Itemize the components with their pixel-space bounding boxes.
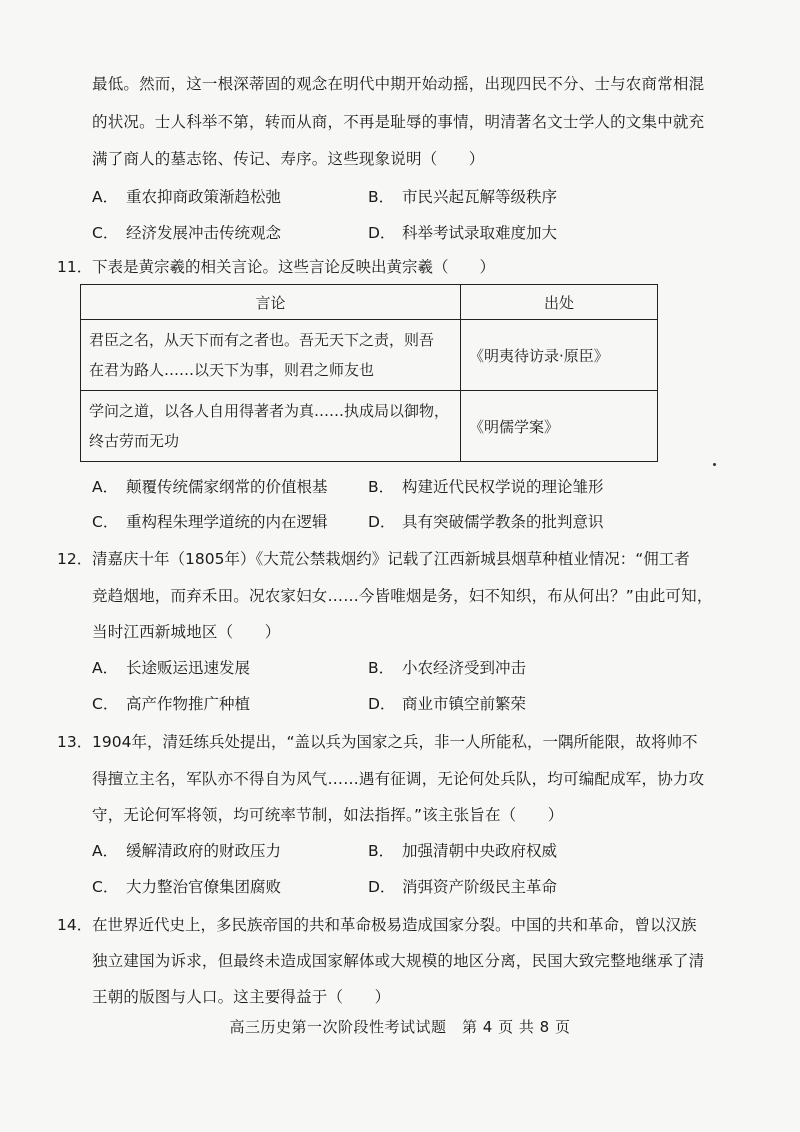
q12-option-d	[368, 693, 526, 715]
q11-option-a	[92, 476, 328, 498]
q12-line-2: 竞趋烟地，而弃禾田。况农家妇女……今皆唯烟是务，妇不知织，布从何出？”由此可知，	[92, 587, 713, 605]
q11-option-d	[368, 511, 604, 533]
question-text: 在世界近代史上，多民族帝国的共和革命极易造成国家分裂。中国的共和革命，曾以汉族	[92, 916, 697, 934]
quote-line: 君臣之名，从天下而有之者也。吾无天下之责，则吾	[89, 331, 435, 349]
q10-line-3: 满了商人的墓志铭、传记、寿序。这些现象说明（ ）	[92, 150, 485, 168]
option-text: 长途贩运迅速发展	[126, 659, 251, 677]
option-key: A．	[92, 659, 119, 677]
option-key: D．	[368, 513, 396, 531]
source-cell: 《明儒学案》	[461, 391, 658, 462]
option-key: B．	[368, 478, 395, 496]
option-text: 小农经济受到冲击	[402, 659, 527, 677]
q13-option-c	[92, 876, 281, 898]
q10-option-d	[368, 222, 557, 244]
q12-option-a	[92, 657, 250, 679]
q14-line-1	[57, 914, 697, 936]
q11-option-c	[92, 511, 328, 533]
question-number: 14．	[57, 916, 93, 934]
header-quote: 言论	[81, 285, 461, 320]
quote-line: 终古劳而无功	[89, 432, 180, 450]
option-text: 构建近代民权学说的理论雏形	[402, 478, 604, 496]
option-text: 市民兴起瓦解等级秩序	[402, 188, 558, 206]
option-text: 颠覆传统儒家纲常的价值根基	[126, 478, 328, 496]
question-text: 1904年，清廷练兵处提出，“盖以兵为国家之兵，非一人所能私，一隅所能限，故将帅不	[92, 733, 698, 751]
option-key: A．	[92, 478, 119, 496]
q13-option-d	[368, 876, 557, 898]
option-text: 科举考试录取难度加大	[402, 224, 558, 242]
option-key: C．	[92, 224, 119, 242]
q12-option-c	[92, 693, 250, 715]
option-key: A．	[92, 842, 119, 860]
option-text: 商业市镇空前繁荣	[402, 695, 527, 713]
q10-line-1: 最低。然而，这一根深蒂固的观念在明代中期开始动摇，出现四民不分、士与农商常相混	[92, 75, 705, 93]
option-key: B．	[368, 842, 395, 860]
question-text: 清嘉庆十年（1805年）《大荒公禁栽烟约》记载了江西新城县烟草种植业情况：“佣工者	[92, 550, 690, 568]
question-number: 13．	[57, 733, 93, 751]
source-cell: 《明夷待访录·原臣》	[461, 320, 658, 391]
q10-option-a	[92, 186, 281, 208]
q12-line-3: 当时江西新城地区（ ）	[92, 623, 281, 641]
q12-line-1	[57, 548, 690, 570]
option-text: 缓解清政府的财政压力	[126, 842, 282, 860]
quote-cell	[81, 391, 461, 462]
option-key: C．	[92, 878, 119, 896]
page-footer: 高三历史第一次阶段性考试试题 第 4 页 共 8 页	[229, 1018, 571, 1036]
option-text: 高产作物推广种植	[126, 695, 251, 713]
question-number: 11．	[57, 258, 93, 276]
quote-table	[80, 284, 658, 462]
q10-line-2: 的状况。士人科举不第，转而从商，不再是耻辱的事情，明清著名文士学人的文集中就充	[92, 113, 705, 131]
option-text: 经济发展冲击传统观念	[126, 224, 282, 242]
table-row	[81, 320, 658, 391]
q13-line-2: 得擅立主名，军队亦不得自为风气……遇有征调，无论何处兵队，均可编配成军，协力攻	[92, 770, 705, 788]
option-key: C．	[92, 513, 119, 531]
q11-option-b	[368, 476, 604, 498]
q13-line-3: 守，无论何军将领，均可统率节制，如法指挥。”该主张旨在（ ）	[92, 806, 564, 824]
quote-cell	[81, 320, 461, 391]
table-header-row	[81, 285, 658, 320]
header-source: 出处	[461, 285, 658, 320]
q14-line-2: 独立建国为诉求，但最终未造成国家解体或大规模的地区分离，民国大致完整地继承了清	[92, 952, 705, 970]
option-key: A．	[92, 188, 119, 206]
quote-line: 在君为路人……以天下为事，则君之师友也	[89, 361, 375, 379]
option-key: C．	[92, 695, 119, 713]
q12-option-b	[368, 657, 526, 679]
q13-option-b	[368, 840, 557, 862]
stray-dot	[713, 463, 716, 466]
q10-option-c	[92, 222, 281, 244]
option-key: B．	[368, 188, 395, 206]
option-key: B．	[368, 659, 395, 677]
option-text: 重农抑商政策渐趋松弛	[126, 188, 282, 206]
option-text: 消弭资产阶级民主革命	[402, 878, 558, 896]
table-row	[81, 391, 658, 462]
q13-line-1	[57, 731, 697, 753]
option-text: 重构程朱理学道统的内在逻辑	[126, 513, 328, 531]
q10-option-b	[368, 186, 557, 208]
question-number: 12．	[57, 550, 93, 568]
q11-stem	[57, 256, 495, 278]
q14-line-3: 王朝的版图与人口。这主要得益于（ ）	[92, 988, 391, 1006]
option-key: D．	[368, 224, 396, 242]
option-text: 具有突破儒学教条的批判意识	[402, 513, 604, 531]
option-key: D．	[368, 695, 396, 713]
option-text: 加强清朝中央政府权威	[402, 842, 558, 860]
q13-option-a	[92, 840, 281, 862]
question-text: 下表是黄宗羲的相关言论。这些言论反映出黄宗羲（ ）	[92, 258, 496, 276]
option-key: D．	[368, 878, 396, 896]
quote-line: 学问之道，以各人自用得著者为真……执成局以御物，	[89, 402, 450, 420]
option-text: 大力整治官僚集团腐败	[126, 878, 282, 896]
